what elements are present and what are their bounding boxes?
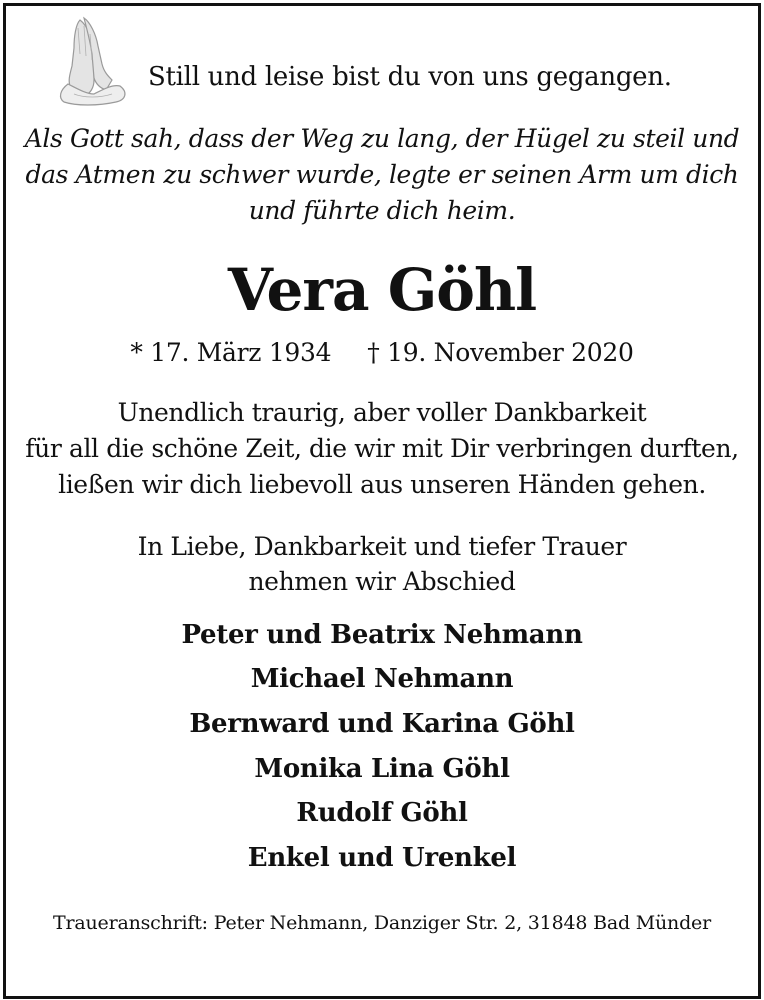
quote-line: und führte dich heim.	[248, 196, 516, 225]
gratitude-line: ließen wir dich liebevoll aus unseren Händen gehen.	[58, 470, 706, 499]
farewell-line: In Liebe, Dankbarkeit und tiefer Trauer	[137, 532, 627, 561]
mourner-name: Bernward und Karina Göhl	[189, 709, 575, 739]
birth-date: * 17. März 1934	[130, 338, 332, 367]
deceased-name: Vera Göhl	[227, 256, 537, 324]
mourner-name: Peter und Beatrix Nehmann	[181, 620, 583, 650]
gratitude-line: für all die schöne Zeit, die wir mit Dir verbringen durften,	[25, 434, 739, 463]
mourning-address: Traueranschrift: Peter Nehmann, Danziger Str. 2, 31848 Bad Münder	[53, 912, 711, 934]
quote-line: das Atmen zu schwer wurde, legte er seinen Arm um dich	[25, 160, 739, 189]
praying-hands-icon	[50, 14, 132, 106]
gratitude-line: Unendlich traurig, aber voller Dankbarkeit	[117, 398, 647, 427]
opening-line: Still und leise bist du von uns gegangen.	[148, 62, 672, 92]
life-dates	[0, 338, 764, 367]
death-date: † 19. November 2020	[367, 338, 634, 367]
farewell-line: nehmen wir Abschied	[248, 567, 516, 596]
mourner-name: Rudolf Göhl	[296, 798, 468, 828]
mourner-name: Enkel und Urenkel	[247, 843, 517, 873]
mourner-name: Monika Lina Göhl	[254, 754, 510, 784]
quote-line: Als Gott sah, dass der Weg zu lang, der Hügel zu steil und	[24, 124, 740, 153]
mourner-name: Michael Nehmann	[250, 664, 514, 694]
